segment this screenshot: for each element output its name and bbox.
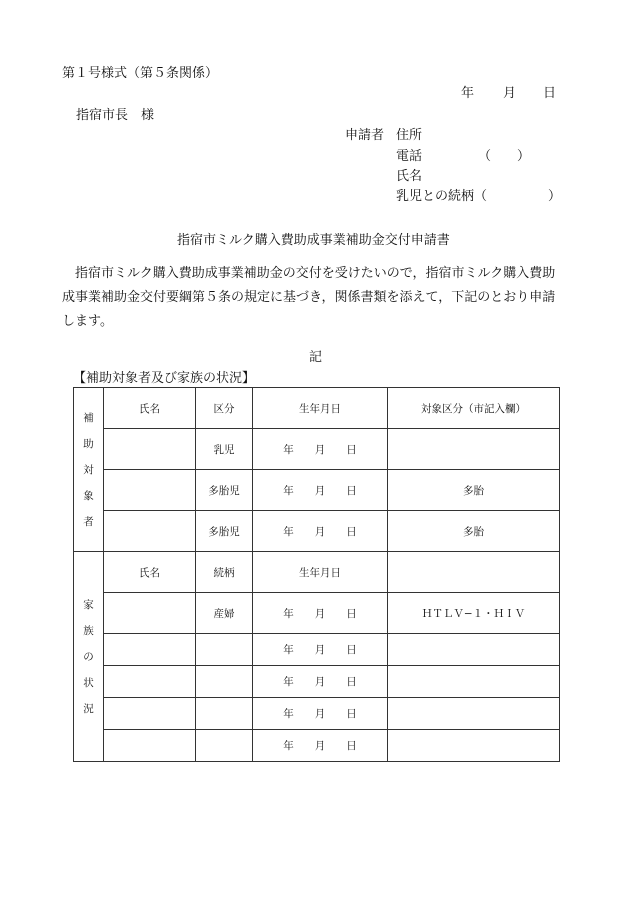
family-extra-cell <box>388 730 560 762</box>
family-name-cell[interactable] <box>104 634 196 666</box>
family-header-dob: 生年月日 <box>253 552 388 593</box>
subject-category-cell: 多胎児 <box>196 511 253 552</box>
subject-name-cell[interactable] <box>104 470 196 511</box>
applicant-phone-label: 電話 <box>396 149 423 164</box>
family-relation-cell[interactable] <box>196 698 253 730</box>
family-name-cell[interactable] <box>104 730 196 762</box>
family-name-cell[interactable] <box>104 698 196 730</box>
applicant-relation-close: ） <box>548 189 562 204</box>
applicant-address-label: 住所 <box>396 128 423 143</box>
ki-label: 記 <box>309 350 323 365</box>
form-id: 第１号様式（第５条関係） <box>62 66 219 81</box>
date-day-label: 日 <box>543 86 557 101</box>
applicant-phone-parens: （ ） <box>478 149 531 164</box>
document-title: 指宿市ミルク購入費助成事業補助金交付申請書 <box>177 233 450 248</box>
date-month-label: 月 <box>503 86 517 101</box>
section-heading: 【補助対象者及び家族の状況】 <box>73 371 256 386</box>
table-row <box>74 511 560 552</box>
family-extra-cell <box>388 634 560 666</box>
subjects-section-label: 補 助 対 象 者 <box>74 388 104 552</box>
family-extra-cell <box>388 666 560 698</box>
table-row <box>74 730 560 762</box>
table-row <box>74 634 560 666</box>
subject-category-cell: 乳児 <box>196 429 253 470</box>
table-row <box>74 666 560 698</box>
applicant-name-label: 氏名 <box>396 169 423 184</box>
applicant-label: 申請者 <box>345 128 385 143</box>
table-row <box>74 593 560 634</box>
family-dob-cell[interactable]: 年 月 日 <box>253 698 388 730</box>
subjects-header-name: 氏名 <box>104 388 196 429</box>
family-extra-cell <box>388 698 560 730</box>
family-name-cell[interactable] <box>104 593 196 634</box>
family-relation-cell[interactable] <box>196 666 253 698</box>
family-name-cell[interactable] <box>104 666 196 698</box>
table-row <box>74 429 560 470</box>
subject-target-cell <box>388 429 560 470</box>
table-row <box>74 698 560 730</box>
subject-dob-cell[interactable]: 年 月 日 <box>253 429 388 470</box>
family-dob-cell[interactable]: 年 月 日 <box>253 730 388 762</box>
date-year-label: 年 <box>461 86 475 101</box>
subjects-header-category: 区分 <box>196 388 253 429</box>
family-dob-cell[interactable]: 年 月 日 <box>253 666 388 698</box>
family-header-extra <box>388 552 560 593</box>
family-relation-cell[interactable] <box>196 730 253 762</box>
family-extra-cell: ＨＴＬＶ−１・ＨＩＶ <box>388 593 560 634</box>
body-text: 指宿市ミルク購入費助成事業補助金の交付を受けたいので，指宿市ミルク購入費助成事業補助金交付要綱第５条の規定に基づき，関係書類を添えて，下記のとおり申請します。 <box>62 266 556 329</box>
table-row <box>74 470 560 511</box>
addressee: 指宿市長 様 <box>76 108 155 123</box>
family-header-name: 氏名 <box>104 552 196 593</box>
subjects-header-dob: 生年月日 <box>253 388 388 429</box>
family-relation-cell[interactable] <box>196 634 253 666</box>
family-header-row <box>74 552 560 593</box>
subjects-header-row <box>74 388 560 429</box>
family-relation-cell: 産婦 <box>196 593 253 634</box>
subject-name-cell[interactable] <box>104 511 196 552</box>
family-dob-cell[interactable]: 年 月 日 <box>253 593 388 634</box>
status-table <box>73 387 560 762</box>
subjects-header-target: 対象区分（市記入欄） <box>388 388 560 429</box>
subject-name-cell[interactable] <box>104 429 196 470</box>
family-header-relation: 続柄 <box>196 552 253 593</box>
family-dob-cell[interactable]: 年 月 日 <box>253 634 388 666</box>
subject-dob-cell[interactable]: 年 月 日 <box>253 470 388 511</box>
subject-category-cell: 多胎児 <box>196 470 253 511</box>
family-section-label: 家 族 の 状 況 <box>74 552 104 762</box>
subject-target-cell: 多胎 <box>388 470 560 511</box>
subject-target-cell: 多胎 <box>388 511 560 552</box>
subject-dob-cell[interactable]: 年 月 日 <box>253 511 388 552</box>
applicant-relation-label: 乳児との続柄（ <box>396 189 488 204</box>
